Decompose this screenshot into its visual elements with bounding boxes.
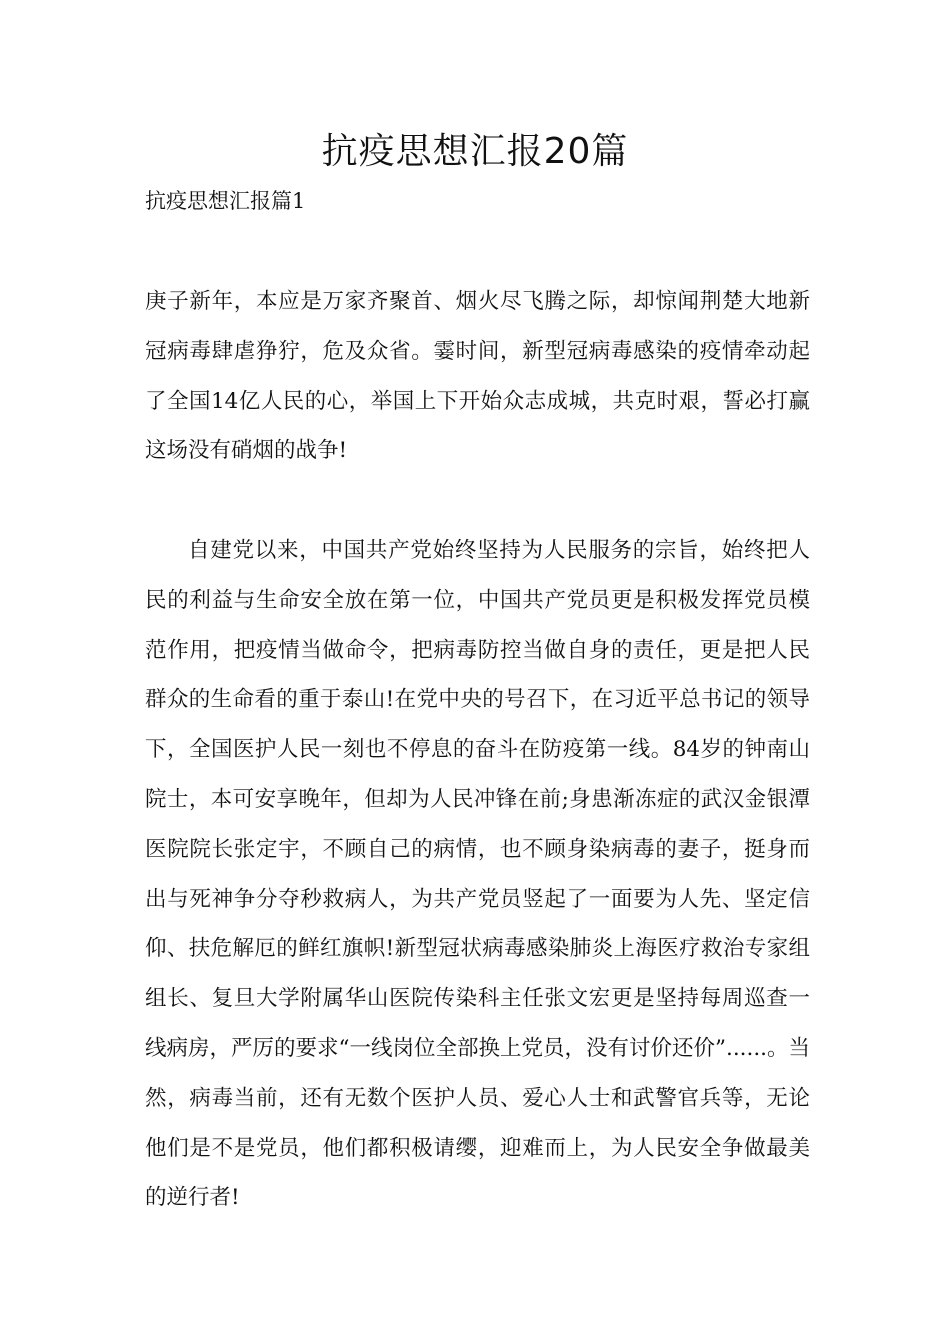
section-heading: 抗疫思想汇报篇1: [145, 189, 306, 213]
document-title: 抗疫思想汇报20篇: [321, 131, 629, 172]
paragraph-1: 庚子新年，本应是万家齐聚首、烟火尽飞腾之际，却惊闻荆楚大地新冠病毒肆虐狰狞，危及众省。霎时间，新型冠病毒感染的疫情牵动起了全国14亿人民的心，举国上下开始众志成城，共克时艰，誓必打赢这场没有硝烟的战争!: [145, 289, 810, 464]
paragraph-2: 自建党以来，中国共产党始终坚持为人民服务的宗旨，始终把人民的利益与生命安全放在第一位，中国共产党员更是积极发挥党员模范作用，把疫情当做命令，把病毒防控当做自身的责任，更是把人民群众的生命看的重于泰山!在党中央的号召下，在习近平总书记的领导下，全国医护人民一刻也不停息的奋斗在防疫第一线。84岁的钟南山院士，本可安享晚年，但却为人民冲锋在前;身患渐冻症的武汉金银潭医院院长张定宇，不顾自己的病情，也不顾身染病毒的妻子，挺身而出与死神争分夺秒救病人，为共产党员竖起了一面要为人先、坚定信仰、扶危解厄的鲜红旗帜!新型冠状病毒感染肺炎上海医疗救治专家组组长、复旦大学附属华山医院传染科主任张文宏更是坚持每周巡查一线病房，严厉的要求“一线岗位全部换上党员，没有讨价还价”......。当然，病毒当前，还有无数个医护人员、爱心人士和武警官兵等，无论他们是不是党员，他们都积极请缨，迎难而上，为人民安全争做最美的逆行者!: [145, 538, 810, 1211]
